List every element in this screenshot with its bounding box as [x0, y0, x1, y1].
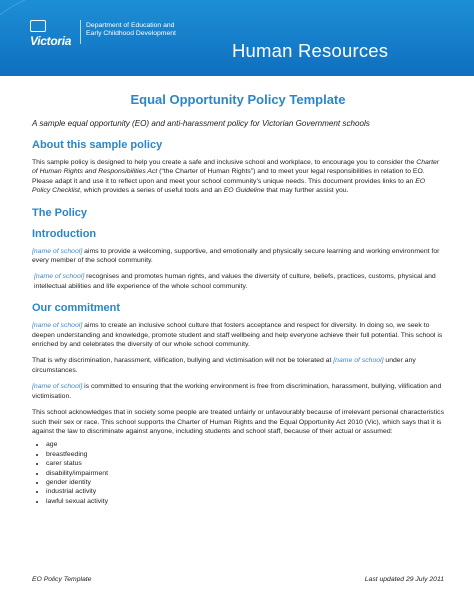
- intro-text-2: recognises and promotes human rights, and values the diversity of culture, beliefs, practices, customs, physical and intellectual abilities and life experience of the whole school community.: [34, 273, 436, 290]
- logo-divider: [80, 20, 81, 44]
- school-placeholder: [name of school]: [32, 322, 83, 330]
- department-name: [86, 22, 176, 38]
- protected-attributes-list: [32, 440, 444, 506]
- school-placeholder: [name of school]: [32, 383, 83, 391]
- department-line-2: Early Childhood Development: [86, 30, 176, 37]
- list-item: • breastfeeding: [46, 450, 444, 459]
- policy-heading: The Policy: [32, 206, 88, 219]
- intro-text-1: aims to provide a welcoming, supportive, and emotionally and physically secure learning and working environment for every member of the school community.: [32, 247, 440, 265]
- footer-left: EO Policy Template: [32, 576, 92, 583]
- section-title: Human Resources: [232, 40, 389, 61]
- commitment-text-2b: under any circumstances.: [32, 357, 416, 374]
- about-text-a: This sample policy is designed to help you create a safe and inclusive school and workplace, to encourage you to consider the: [32, 159, 417, 166]
- list-item: • industrial activity: [46, 487, 444, 496]
- commitment-paragraph-3: [32, 382, 444, 401]
- department-line-1: Department of Education and: [86, 22, 175, 29]
- school-placeholder: [name of school]: [333, 357, 384, 365]
- eo-guideline-link[interactable]: EO Guideline: [223, 187, 265, 195]
- list-item: • carer status: [46, 459, 444, 468]
- list-item: • age: [46, 440, 444, 449]
- commitment-text-3: is committed to ensuring that the working environment is free from discrimination, harassment, bullying, vilification and victimisation.: [32, 383, 442, 400]
- header-banner: [0, 0, 474, 76]
- page-footer: [32, 576, 444, 583]
- about-paragraph: [32, 158, 444, 196]
- commitment-paragraph-2: [32, 356, 444, 375]
- commitment-paragraph-4: This school acknowledges that in society some people are treated unfairly or unfavourably because of irrelevant personal characteristics such their sex or race. This school supports the Charter of Human Rights and the Equal Opportunity Act 2010 (Vic), which says that it is against the law to discriminate against anyone, including students and school staff, because of their actual or assumed:: [32, 409, 444, 435]
- about-text-b: (“the Charter of Human Rights”) and to meet your legal responsibilities in relation to EO. Please adapt it and use it to reflect upon and meet your school community’s unique needs. This document provides links to an: [32, 168, 425, 185]
- introduction-heading: Introduction: [32, 227, 97, 240]
- commitment-paragraph-1: [32, 321, 444, 349]
- intro-paragraph-2: [32, 272, 444, 291]
- logo-text: Victoria: [30, 34, 72, 48]
- about-text-c: , which provides a series of useful tools and an: [79, 187, 224, 195]
- document-subtitle: A sample equal opportunity (EO) and anti-harassment policy for Victorian Government schools: [32, 119, 370, 128]
- footer-right: Last updated 29 July 2011: [364, 576, 444, 583]
- about-text-d: that may further assist you.: [264, 187, 349, 195]
- document-body: [32, 88, 444, 506]
- list-item: • gender identity: [46, 478, 444, 487]
- document-title: Equal Opportunity Policy Template: [130, 92, 346, 107]
- list-item: • lawful sexual activity: [46, 497, 444, 506]
- logo-mark-icon: [30, 20, 46, 32]
- commitment-heading: Our commitment: [32, 302, 121, 315]
- commitment-text-1: aims to create an inclusive school culture that fosters acceptance and respect for diversity. In doing so, we seek to deepen understanding and knowledge, promote student and staff wellbeing and help everyone achieve their full potential. This school is enriched by and celebrates the diversity of our whole school community.: [32, 322, 443, 349]
- intro-paragraph-1: [32, 247, 444, 266]
- school-placeholder: [name of school]: [32, 247, 83, 255]
- school-placeholder: [name of school]: [34, 273, 85, 281]
- commitment-text-2a: That is why discrimination, harassment, vilification, bullying and victimisation will not be tolerated at: [32, 357, 334, 365]
- about-heading: About this sample policy: [32, 139, 163, 151]
- eo-checklist-link[interactable]: EO Policy Checklist: [32, 177, 426, 195]
- victoria-logo: [30, 20, 76, 50]
- list-item: • disability/impairment: [46, 469, 444, 478]
- charter-title: Charter of Human Rights and Responsibilities Act: [32, 159, 440, 176]
